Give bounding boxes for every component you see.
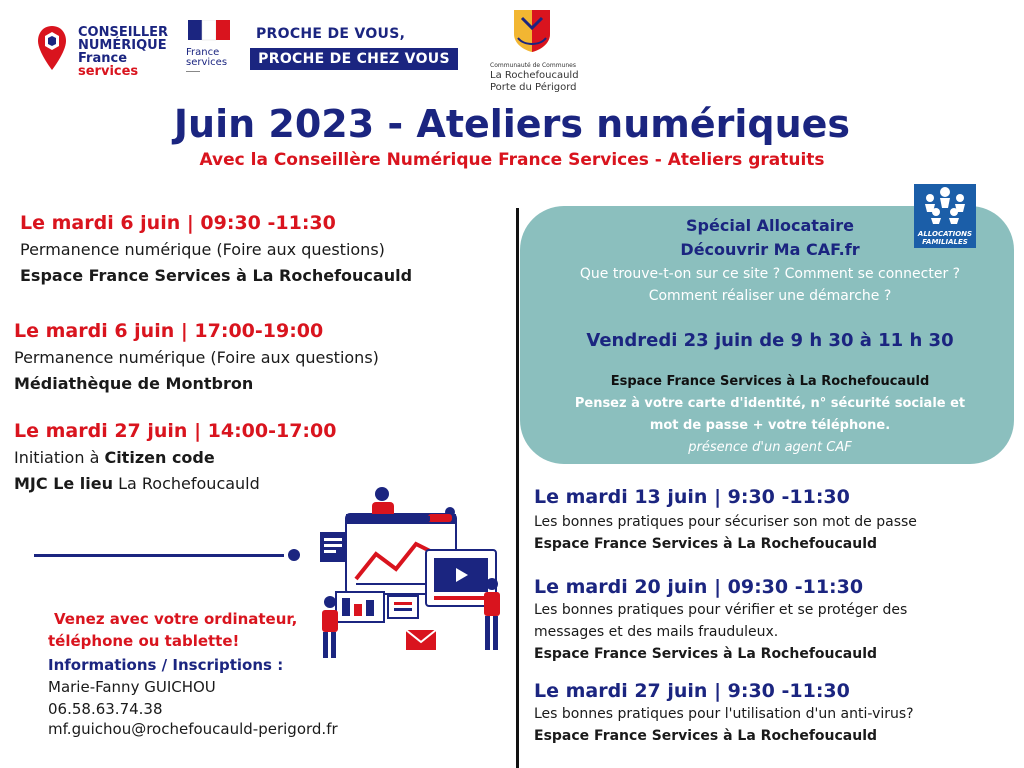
contact-email: mf.guichou@rochefoucauld-perigord.fr xyxy=(48,720,338,738)
event-heading: Le mardi 6 juin | 09:30 -11:30 xyxy=(20,212,336,234)
event-description-prefix: Initiation à xyxy=(14,448,105,467)
page-subtitle: Avec la Conseillère Numérique France Services - Ateliers gratuits xyxy=(199,150,825,170)
event-heading: Le mardi 6 juin | 17:00-19:00 xyxy=(14,320,324,342)
caf-logo-line: FAMILIALES xyxy=(922,238,968,246)
event-heading: Le mardi 20 juin | 09:30 -11:30 xyxy=(534,576,864,598)
bring-device-line-2: téléphone ou tablette! xyxy=(48,632,240,650)
computer-workshop-illustration xyxy=(316,484,512,668)
cc-logo-line: Porte du Périgord xyxy=(490,82,577,93)
cn-logo-line: NUMÉRIQUE xyxy=(78,38,167,53)
slogan-line-2: PROCHE DE CHEZ VOUS xyxy=(250,48,458,70)
caf-note-2: mot de passe + votre téléphone. xyxy=(649,418,891,433)
caf-question-1: Que trouve-t-on sur ce site ? Comment se connecter ? xyxy=(579,266,961,282)
event-location: Médiathèque de Montbron xyxy=(14,374,254,393)
event-description xyxy=(14,448,215,467)
caf-question-2: Comment réaliser une démarche ? xyxy=(648,288,892,304)
caf-agent-note: présence d'un agent CAF xyxy=(688,440,852,455)
communaute-communes-logo xyxy=(490,8,580,94)
column-divider xyxy=(516,208,519,768)
contact-phone: 06.58.63.74.38 xyxy=(48,700,163,718)
france-services-logo xyxy=(186,20,234,80)
event-location xyxy=(14,474,260,493)
event-location-bold: MJC Le lieu xyxy=(14,474,114,493)
decorative-line xyxy=(34,554,284,557)
event-location: Espace France Services à La Rochefoucauld xyxy=(534,728,878,744)
caf-family-icon xyxy=(914,184,976,226)
conseiller-numerique-pin-icon xyxy=(36,24,68,72)
cn-logo-line: CONSEILLER xyxy=(78,25,169,40)
caf-logo xyxy=(914,184,976,248)
event-description: Les bonnes pratiques pour l'utilisation d'un anti-virus? xyxy=(534,706,914,722)
caf-title-line-1: Spécial Allocataire xyxy=(686,216,854,235)
caf-date: Vendredi 23 juin de 9 h 30 à 11 h 30 xyxy=(586,330,954,351)
marianne-icon xyxy=(186,20,234,42)
event-description: messages et des mails frauduleux. xyxy=(534,624,779,640)
event-description-bold: Citizen code xyxy=(104,448,215,467)
caf-place: Espace France Services à La Rochefoucauld xyxy=(610,374,930,389)
bring-device-line-1: Venez avec votre ordinateur, xyxy=(54,610,298,628)
event-description: Permanence numérique (Foire aux questions) xyxy=(14,348,379,367)
event-location: Espace France Services à La Rochefoucauld xyxy=(534,536,878,552)
event-location: Espace France Services à La Rochefoucauld xyxy=(534,646,878,662)
page-title: Juin 2023 - Ateliers numériques xyxy=(173,102,851,146)
event-heading: Le mardi 27 juin | 14:00-17:00 xyxy=(14,420,337,442)
event-heading: Le mardi 13 juin | 9:30 -11:30 xyxy=(534,486,850,508)
coat-of-arms-icon xyxy=(512,8,552,54)
event-description: Les bonnes pratiques pour vérifier et se protéger des xyxy=(534,602,908,618)
cc-logo-line: Communauté de Communes xyxy=(490,62,576,69)
cc-logo-line: La Rochefoucauld xyxy=(490,70,579,81)
caf-title-line-2: Découvrir Ma CAF.fr xyxy=(680,240,860,259)
fs-logo-line: France xyxy=(186,47,220,58)
event-description: Les bonnes pratiques pour sécuriser son mot de passe xyxy=(534,514,917,530)
event-heading: Le mardi 27 juin | 9:30 -11:30 xyxy=(534,680,850,702)
info-label: Informations / Inscriptions : xyxy=(48,656,284,674)
fs-logo-line: services xyxy=(186,57,228,68)
caf-logo-line: ALLOCATIONS xyxy=(917,230,973,238)
conseiller-numerique-logo-text xyxy=(78,26,168,78)
cn-logo-line: France xyxy=(78,51,128,66)
slogan-line-1: PROCHE DE VOUS, xyxy=(256,26,406,42)
caf-note-1: Pensez à votre carte d'identité, n° sécurité sociale et xyxy=(574,396,966,411)
event-location-rest: La Rochefoucauld xyxy=(113,474,260,493)
contact-name: Marie-Fanny GUICHOU xyxy=(48,678,216,696)
event-description: Permanence numérique (Foire aux questions) xyxy=(20,240,385,259)
decorative-dot xyxy=(288,549,300,561)
cn-logo-line: services xyxy=(78,64,139,79)
event-location: Espace France Services à La Rochefoucauld xyxy=(20,266,413,285)
